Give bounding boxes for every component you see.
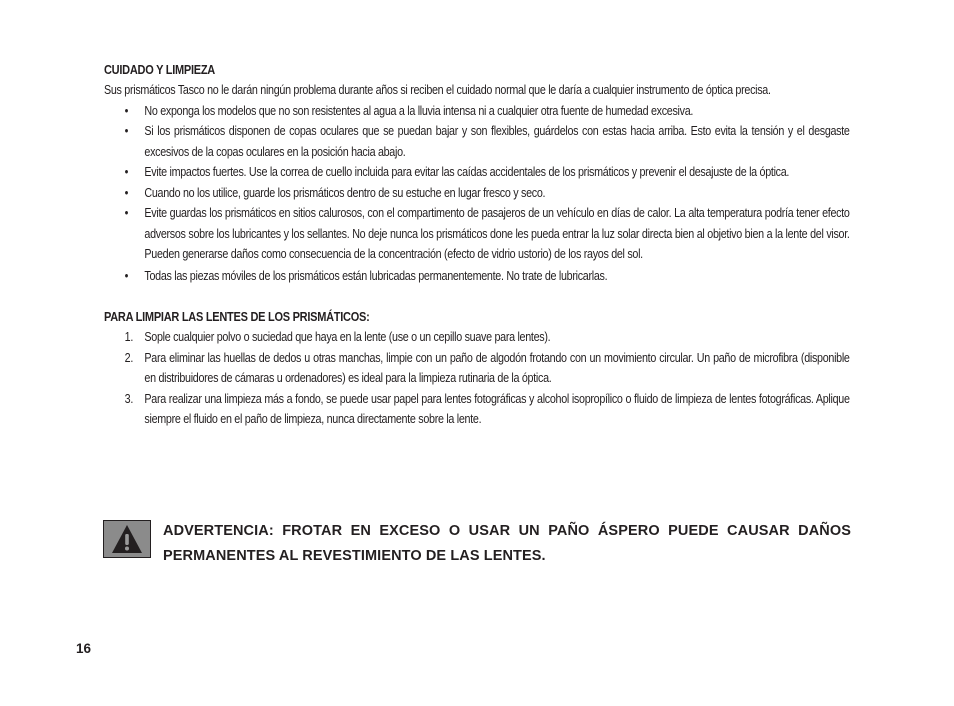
- bullet-dot: •: [124, 124, 129, 138]
- page-number: 16: [76, 641, 92, 656]
- warning-text: ADVERTENCIA: FROTAR EN EXCESO O USAR UN PAÑO ÁSPERO PUEDE CAUSAR DAÑOS PERMANENTES AL REVESTIMIENTO DE LAS LENTES.: [163, 523, 851, 564]
- care-heading: CUIDADO Y LIMPIEZA: [104, 63, 215, 77]
- care-bullet-item: [104, 183, 850, 204]
- care-bullet-item: [104, 266, 850, 287]
- step-item: [104, 348, 850, 389]
- care-bullet-item: [104, 203, 850, 265]
- care-section: [104, 80, 850, 286]
- step-item: [104, 327, 850, 348]
- section-spacer: [104, 286, 850, 307]
- bullet-dot: •: [124, 206, 129, 220]
- care-bullet-text: Evite guardas los prismáticos en sitios calurosos, con el compartimento de pasajeros de un vehículo en días de calor. La alta temperatura podría tener efecto adversos sobre los lubricantes y los sellantes. No deje nunca los prismáticos done les pueda entrar la luz solar directa bien al objetivo bien a la lente del visor. Pueden generarse daños como consecuencia de la concentración (efecto de vidrio ustorio) de los rayos del sol.: [144, 206, 850, 261]
- warning-triangle-icon-graphic: [110, 523, 144, 555]
- care-bullet-item: [104, 121, 850, 162]
- warning-triangle-icon: [103, 520, 151, 558]
- step-number: 2.: [124, 350, 134, 365]
- care-bullet-text: Si los prismáticos disponen de copas oculares que se puedan bajar y son flexibles, guárdelos con estas hacia arriba. Esto evita la tensión y el desgaste excesivos de la copas oculares en la posición hacia abajo.: [144, 124, 850, 159]
- step-number: 1.: [124, 330, 134, 344]
- lens-cleaning-heading: PARA LIMPIAR LAS LENTES DE LOS PRISMÁTICOS:: [104, 310, 370, 324]
- lens-cleaning-section: [104, 327, 850, 430]
- page-content: [104, 60, 850, 430]
- step-text: Sople cualquier polvo o suciedad que haya en la lente (use o un cepillo suave para lentes).: [144, 330, 551, 344]
- bullet-dot: •: [124, 268, 129, 283]
- bullet-dot: •: [124, 165, 129, 179]
- care-bullet-item: [104, 101, 850, 122]
- care-bullet-list: [104, 101, 850, 287]
- step-text: Para realizar una limpieza más a fondo, se puede usar papel para lentes fotográficas y alcohol isopropílico o fluido de limpieza de lentes fotográficas. Aplique siempre el fluido en el paño de limpieza, nunca directamente sobre la lente.: [144, 391, 850, 426]
- step-text: Para eliminar las huellas de dedos u otras manchas, limpie con un paño de algodón frotando con un movimiento circular. Un paño de microfibra (disponible en distribuidores de cámaras u ordenadores) es ideal para la limpieza rutinaria de la óptica.: [144, 350, 850, 385]
- care-bullet-text: Evite impactos fuertes. Use la correa de cuello incluida para evitar las caídas accidentales de los prismáticos y prevenir el desajuste de la óptica.: [144, 165, 790, 179]
- care-bullet-text: Cuando no los utilice, guarde los prismáticos dentro de su estuche en lugar fresco y seco.: [144, 185, 546, 200]
- bullet-dot: •: [124, 185, 129, 200]
- step-item: [104, 389, 850, 430]
- warning-block: [103, 520, 851, 562]
- care-intro: Sus prismáticos Tasco no le darán ningún problema durante años si reciben el cuidado normal que le daría a cualquier instrumento de óptica precisa.: [104, 83, 771, 97]
- lens-cleaning-steps: [104, 327, 850, 430]
- care-bullet-text: No exponga los modelos que no son resistentes al agua a la lluvia intensa ni a cualquier otra fuente de humedad excesiva.: [144, 103, 694, 118]
- step-number: 3.: [124, 391, 134, 406]
- care-bullet-item: [104, 162, 850, 183]
- care-bullet-text: Todas las piezas móviles de los prismáticos están lubricadas permanentemente. No trate de lubricarlas.: [144, 268, 608, 283]
- bullet-dot: •: [124, 103, 129, 118]
